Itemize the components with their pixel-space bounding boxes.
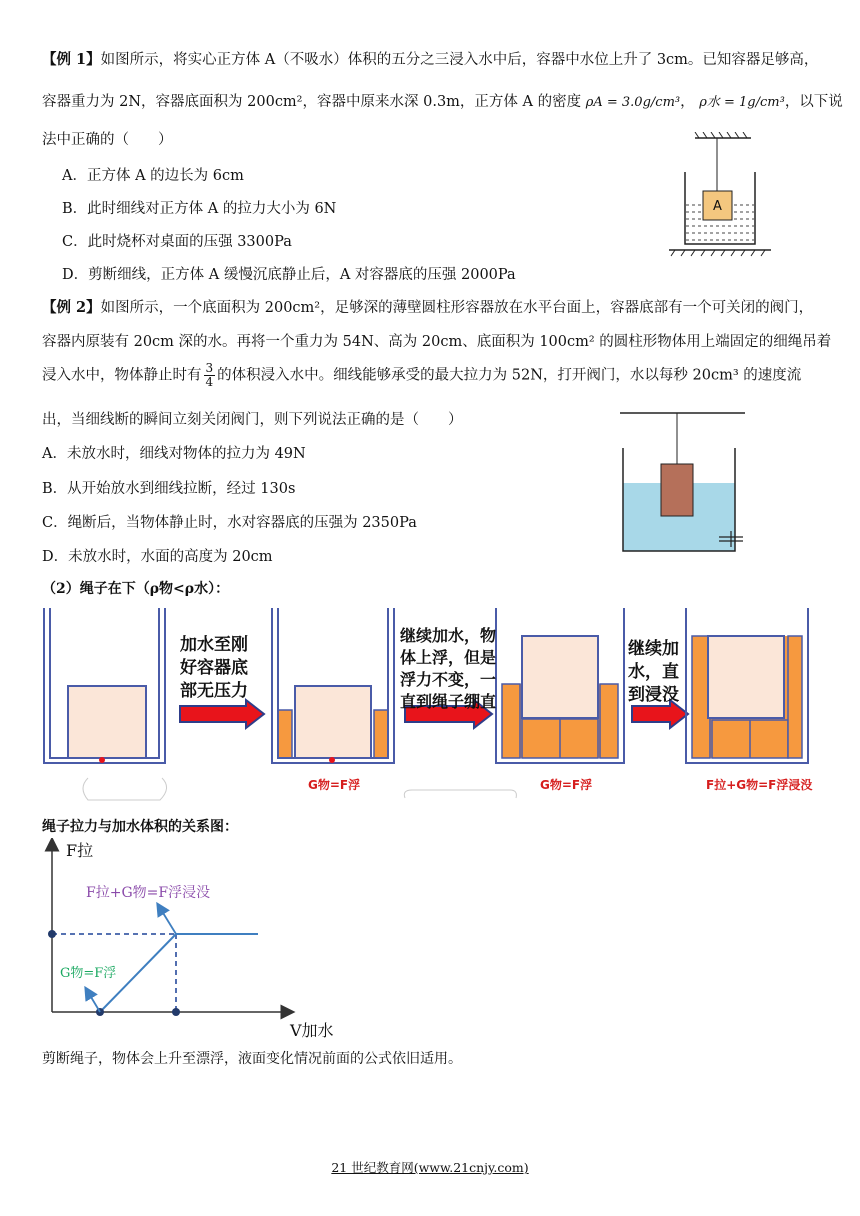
ex2-tag: 【例 2】	[42, 299, 101, 316]
ex2-line-3	[42, 362, 801, 389]
ex2-text-3a: 浸入水中，物体静止时有	[42, 367, 202, 384]
graph-y-label: F拉	[66, 841, 94, 860]
arrow2-line1: 继续加水，物	[400, 626, 497, 645]
arrow3-line1: 继续加	[628, 639, 679, 659]
ex1-option-a: A．正方体 A 的边长为 6cm	[62, 168, 244, 184]
closing-text: 剪断绳子，物体会上升至漂浮，液面变化情况前面的公式依旧适用。	[42, 1051, 462, 1067]
ex1-text-2c: ，以下说	[784, 94, 843, 110]
arrow3-line3: 到浸没	[628, 685, 679, 705]
arrow2-line2: 体上浮，但是	[400, 648, 497, 667]
ex2-option-c: C．绳断后，当物体静止时，水对容器底的压强为 2350Pa	[42, 515, 417, 531]
ex2-line-1	[42, 296, 813, 317]
ex1-tag: 【例 1】	[42, 51, 101, 68]
ex2-option-d: D．未放水时，水面的高度为 20cm	[42, 549, 273, 565]
ex1-figure	[665, 132, 775, 262]
ex1-text-2b: cm²，容器中原来水深 0.3m，正方体 A 的密度	[274, 94, 582, 110]
arrow1-line2: 好容器底	[180, 658, 248, 678]
ex2-line-2: 容器内原装有 20cm 深的水。再将一个重力为 54N、高为 20cm、底面积为 100cm² 的圆柱形物体用上端固定的细绳吊着	[42, 334, 832, 350]
step-label-3: G物=F浮	[540, 778, 593, 792]
step-arrow-2-text	[400, 625, 496, 713]
ex1-line-2: 容器重力为 2N，容器底面积为 200cm²，容器中原来水深 0.3m，正方体 A 的密度 ρA = 3.0g/cm³， ρ水 = 1g/cm³，以下说	[42, 94, 843, 110]
ex1-option-c: C．此时烧杯对桌面的压强 3300Pa	[62, 234, 292, 250]
graph-annotation-low: G物=F浮	[60, 966, 117, 981]
ex2-option-b: B．从开始放水到细线拉断，经过 130s	[42, 481, 296, 497]
arrow3-line2: 水，直	[628, 662, 679, 682]
step-label-4: F拉+G物=F浮浸没	[706, 778, 813, 792]
fraction-three-quarters	[204, 362, 216, 389]
ex1-text-1: 如图所示，将实心正方体 A（不吸水）体积的五分之三浸入水中后，容器中水位上升了 3cm。已知容器足够高，	[100, 52, 819, 68]
ex1-line-1	[42, 48, 818, 69]
container-1	[44, 608, 167, 800]
ex2-text-1: 如图所示，一个底面积为 200cm²，足够深的薄壁圆柱形容器放在水平台面上，容器底部有一个可关闭的阀门，	[100, 300, 814, 316]
section-2-title: （2）绳子在下（ρ物<ρ水）：	[42, 581, 230, 597]
ex2-figure	[615, 410, 755, 560]
container-4	[686, 608, 808, 763]
container-3	[496, 608, 624, 763]
frac-numerator: 3	[205, 361, 214, 375]
ex2-line-4: 出，当细线断的瞬间立刻关闭阀门，则下列说法正确的是（ ）	[42, 412, 463, 428]
ex1-option-d: D．剪断细线，正方体 A 缓慢沉底静止后，A 对容器底的压强 2000Pa	[62, 267, 516, 283]
ex2-text-3b: 的体积浸入水中。细线能够承受的最大拉力为 52N，打开阀门，水以每秒 20cm³ 的速度流	[217, 367, 802, 384]
frac-denominator: 4	[205, 375, 214, 389]
ex2-option-a: A．未放水时，细线对物体的拉力为 49N	[42, 446, 306, 462]
force-graph	[40, 838, 340, 1038]
footer-link[interactable]: 21 世纪教育网(www.21cnjy.com)	[331, 1160, 529, 1175]
graph-heading: 绳子拉力与加水体积的关系图：	[42, 819, 238, 835]
step-arrow-1-text	[180, 634, 248, 703]
ex1-text-2a: 容器重力为 2N，容器底面积为 200	[42, 94, 275, 110]
rho-a: ρA = 3.0g/cm³	[585, 95, 681, 110]
step-label-2: G物=F浮	[308, 778, 361, 792]
arrow1-line3: 部无压力	[180, 681, 248, 701]
graph-annotation-top: F拉+G物=F浮浸没	[86, 885, 211, 901]
container-2	[272, 608, 394, 763]
graph-x-label: V加水	[290, 1021, 334, 1040]
ex1-option-b: B．此时细线对正方体 A 的拉力大小为 6N	[62, 201, 337, 217]
ex1-line-3: 法中正确的（ ）	[42, 132, 173, 148]
cube-a-label: A	[713, 199, 722, 214]
arrow2-line3: 浮力不变，一	[400, 670, 497, 689]
cylinder-object	[661, 464, 693, 516]
step-arrow-3-text	[628, 638, 679, 707]
arrow2-line4: 直到绳子绷直	[400, 692, 497, 711]
rho-water: ρ水 = 1g/cm³	[699, 95, 785, 110]
arrow1-line1: 加水至刚	[180, 635, 248, 655]
